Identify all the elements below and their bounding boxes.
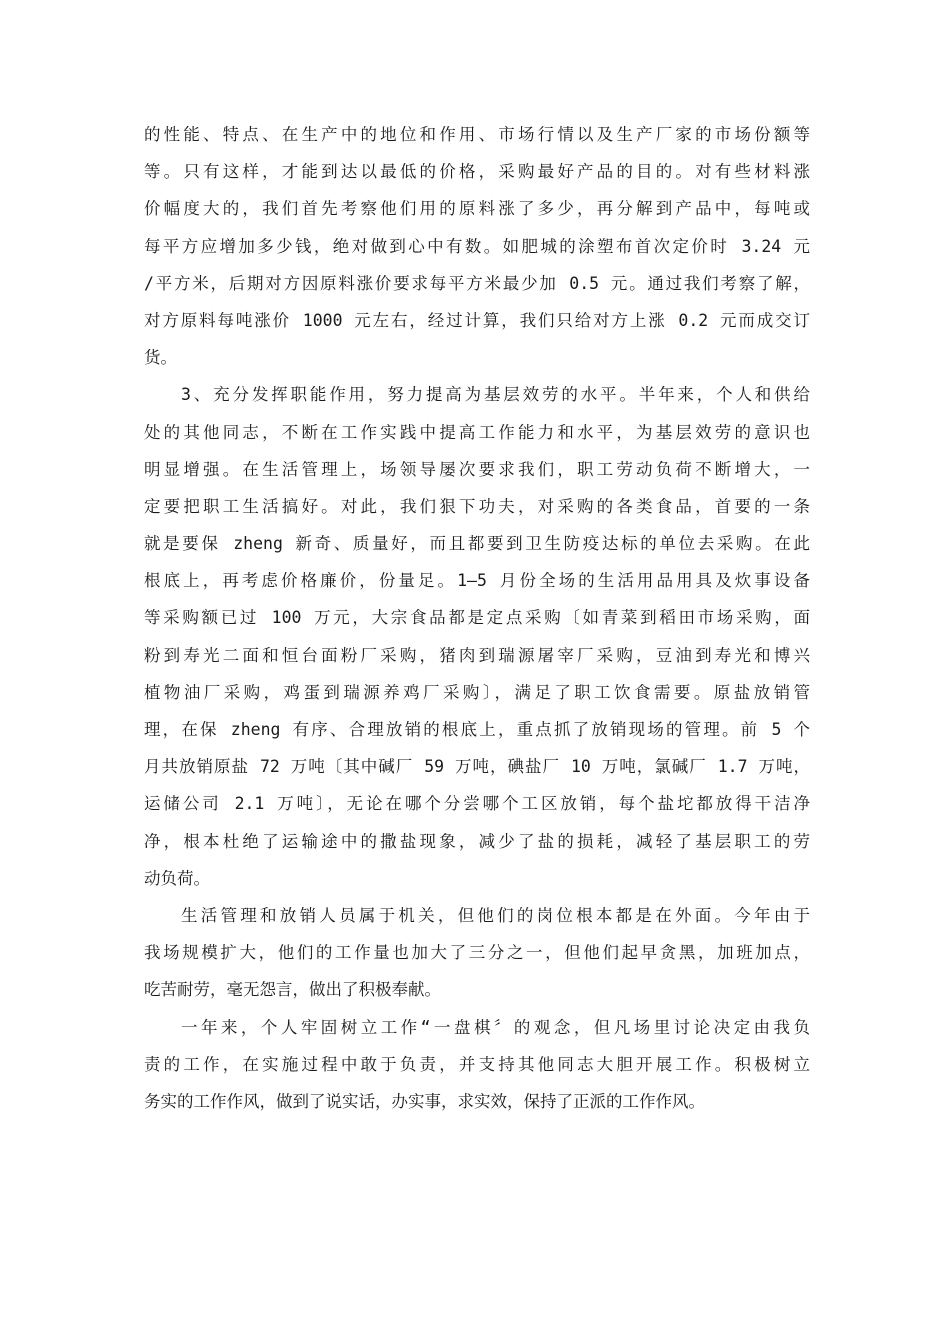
- text-line: 粉到寿光二面和恒台面粉厂采购，猪肉到瑞源屠宰厂采购，豆油到寿光和博兴: [144, 645, 810, 665]
- text-line: 每平方应增加多少钱，绝对做到心中有数。如肥城的涂塑布首次定价时 3.24 元: [144, 236, 810, 256]
- text-line: 理，在保 zheng 有序、合理放销的根底上，重点抓了放销现场的管理。前 5 个: [144, 720, 810, 739]
- text-line: 等采购额已过 100 万元，大宗食品都是定点采购〔如青菜到稻田市场采购，面: [144, 608, 810, 628]
- paragraph-service-functions: [144, 376, 810, 897]
- text-line: 植物油厂采购，鸡蛋到瑞源养鸡厂采购〕，满足了职工饮食需要。原盐放销管: [144, 682, 810, 702]
- text-line: 货。: [144, 348, 177, 368]
- text-line: 处的其他同志，不断在工作实践中提高工作能力和水平，为基层效劳的意识也: [144, 422, 810, 442]
- text-line: 根底上，再考虑价格廉价，份量足。1—5 月份全场的生活用品用具及炊事设备: [144, 571, 810, 591]
- text-line: 净，根本杜绝了运输途中的撒盐现象，减少了盐的损耗，减轻了基层职工的劳: [144, 831, 810, 851]
- text-line: 责的工作，在实施过程中敢于负责，并支持其他同志大胆开展工作。积极树立: [144, 1054, 810, 1074]
- text-line: 务实的工作作风，做到了说实话，办实事，求实效，保持了正派的工作作风。: [144, 1091, 705, 1111]
- text-line: 价幅度大的，我们首先考察他们用的原料涨了多少，再分解到产品中，每吨或: [144, 199, 810, 219]
- text-line: 就是要保 zheng 新奇、质量好，而且都要到卫生防疫达标的单位去采购。在此: [144, 534, 810, 554]
- text-line: 我场规模扩大，他们的工作量也加大了三分之一，但他们起早贪黑，加班加点，: [144, 943, 810, 963]
- paragraph-work-style: [144, 1009, 810, 1121]
- text-line: 一年来，个人牢固树立工作“一盘棋〞的观念，但凡场里讨论决定由我负: [181, 1017, 810, 1037]
- paragraph-staff-dedication: [144, 897, 810, 1009]
- text-line: 等。只有这样，才能到达以最低的价格，采购最好产品的目的。对有些材料涨: [144, 162, 810, 182]
- text-line: /平方米，后期对方因原料涨价要求每平方米最少加 0.5 元。通过我们考察了解，: [144, 273, 810, 293]
- paragraph-purchasing-pricing: [144, 116, 810, 376]
- text-line: 月共放销原盐 72 万吨〔其中碱厂 59 万吨，碘盐厂 10 万吨，氯碱厂 1.7 万吨，: [144, 757, 810, 777]
- text-line: 动负荷。: [144, 868, 210, 888]
- text-line: 3、充分发挥职能作用，努力提高为基层效劳的水平。半年来，个人和供给: [181, 385, 810, 405]
- text-line: 对方原料每吨涨价 1000 元左右，经过计算，我们只给对方上涨 0.2 元而成交订: [144, 310, 810, 330]
- text-line: 的性能、特点、在生产中的地位和作用、市场行情以及生产厂家的市场份额等: [144, 125, 810, 144]
- document-body: [144, 116, 810, 1120]
- text-line: 吃苦耐劳，毫无怨言，做出了积极奉献。: [144, 980, 441, 1000]
- text-line: 明显增强。在生活管理上，场领导屡次要求我们，职工劳动负荷不断增大，一: [144, 459, 810, 479]
- text-line: 生活管理和放销人员属于机关，但他们的岗位根本都是在外面。今年由于: [181, 905, 810, 925]
- text-line: 定要把职工生活搞好。对此，我们狠下功夫，对采购的各类食品，首要的一条: [144, 496, 810, 516]
- text-line: 运储公司 2.1 万吨〕，无论在哪个分尝哪个工区放销，每个盐坨都放得干洁净: [144, 794, 810, 814]
